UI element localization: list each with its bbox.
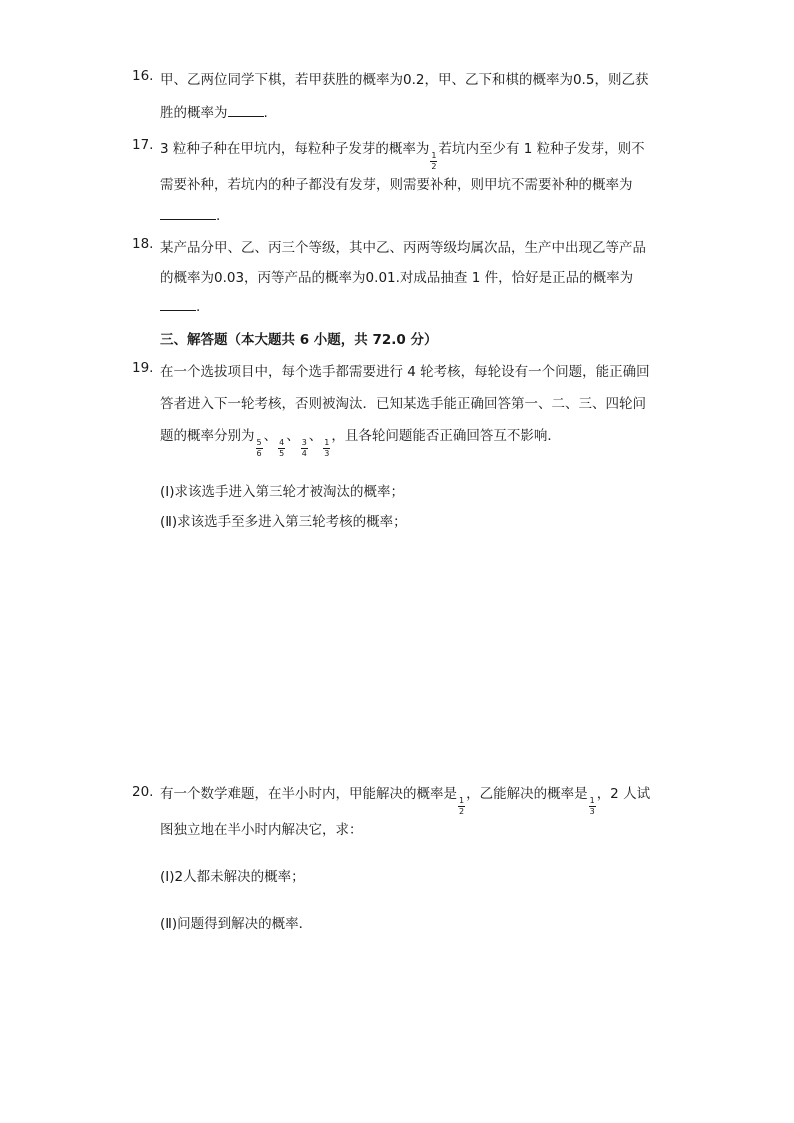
question-text-line: 的概率为0.03，丙等产品的概率为0.01.对成品抽查 1 件，恰好是正品的概率为 xyxy=(160,270,634,286)
question-19-part-1: (Ⅰ)求该选手进入第三轮才被淘汰的概率； xyxy=(160,484,405,500)
question-text: 胜的概率为 xyxy=(160,105,228,121)
fraction-denominator: 2 xyxy=(431,162,437,171)
fraction xyxy=(430,152,437,171)
question-20-part-1: (Ⅰ)2人都未解决的概率； xyxy=(160,869,305,885)
fraction-denominator: 3 xyxy=(589,807,595,816)
question-text-line xyxy=(160,424,561,458)
question-17 xyxy=(132,135,672,225)
fraction xyxy=(323,439,330,458)
question-text-line xyxy=(160,137,645,171)
fraction-denominator: 3 xyxy=(324,449,330,458)
fraction-numerator: 1 xyxy=(459,796,465,805)
fraction-numerator: 5 xyxy=(256,438,262,447)
question-text-line xyxy=(160,207,220,224)
separator: 、 xyxy=(286,428,300,444)
question-text-line xyxy=(160,298,200,315)
question-text-line: 图独立地在半小时内解决它，求： xyxy=(160,822,363,838)
fraction xyxy=(458,797,465,816)
question-text-line: 甲、乙两位同学下棋，若甲获胜的概率为0.2，甲、乙下和棋的概率为0.5，则乙获 xyxy=(160,72,649,88)
answer-blank[interactable] xyxy=(160,298,196,311)
question-text: 有一个数学难题，在半小时内，甲能解决的概率是 xyxy=(160,786,457,802)
question-text-line xyxy=(160,782,650,816)
fraction-numerator: 3 xyxy=(301,438,307,447)
separator: 、 xyxy=(308,428,323,444)
fraction-denominator: 6 xyxy=(256,449,262,458)
period: . xyxy=(216,208,221,224)
fraction xyxy=(589,797,596,816)
fraction-denominator: 5 xyxy=(279,449,285,458)
section-header: 三、解答题（本大题共 6 小题，共 72.0 分） xyxy=(160,332,438,348)
answer-blank[interactable] xyxy=(228,104,264,117)
question-text: ，乙能解决的概率是 xyxy=(466,786,588,802)
question-number: 18. xyxy=(132,236,154,252)
period: . xyxy=(196,299,201,315)
question-20 xyxy=(132,780,672,840)
fraction-numerator: 1 xyxy=(589,796,595,805)
question-text: 题的概率分别为 xyxy=(160,428,255,444)
fraction-numerator: 4 xyxy=(279,438,285,447)
question-text: ，2 人试 xyxy=(596,786,651,802)
question-16 xyxy=(132,68,672,128)
fraction-denominator: 4 xyxy=(301,449,307,458)
question-number: 17. xyxy=(132,137,154,153)
question-19-part-2: (Ⅱ)求该选手至多进入第三轮考核的概率； xyxy=(160,514,407,530)
question-number: 16. xyxy=(132,68,154,84)
fraction xyxy=(278,439,285,458)
question-text-line: 在一个选拔项目中，每个选手都需要进行 4 轮考核，每轮设有一个问题，能正确回 xyxy=(160,364,650,380)
fraction-denominator: 2 xyxy=(459,807,465,816)
question-18 xyxy=(132,236,672,320)
fraction xyxy=(256,439,263,458)
period: . xyxy=(263,105,268,121)
question-text: 若坑内至少有 1 粒种子发芽，则不 xyxy=(438,141,645,157)
question-20-part-2: (Ⅱ)问题得到解决的概率． xyxy=(160,916,313,932)
question-text: 3 粒种子种在甲坑内，每粒种子发芽的概率为 xyxy=(160,141,430,157)
question-number: 19. xyxy=(132,360,154,376)
fraction-numerator: 1 xyxy=(431,151,437,160)
fraction xyxy=(301,439,308,458)
separator: 、 xyxy=(263,428,278,444)
question-19 xyxy=(132,360,672,460)
answer-blank[interactable] xyxy=(160,207,216,220)
question-number: 20. xyxy=(132,784,154,800)
fraction-numerator: 1 xyxy=(324,438,330,447)
question-text-line xyxy=(160,101,268,121)
question-text-line: 答者进入下一轮考核，否则被淘汰．已知某选手能正确回答第一、二、三、四轮问 xyxy=(160,396,646,412)
question-text: ，且各轮问题能否正确回答互不影响． xyxy=(331,428,561,444)
question-text-line: 某产品分甲、乙、丙三个等级，其中乙、丙两等级均属次品，生产中出现乙等产品 xyxy=(160,240,646,256)
question-text-line: 需要补种，若坑内的种子都没有发芽，则需要补种，则甲坑不需要补种的概率为 xyxy=(160,177,633,193)
